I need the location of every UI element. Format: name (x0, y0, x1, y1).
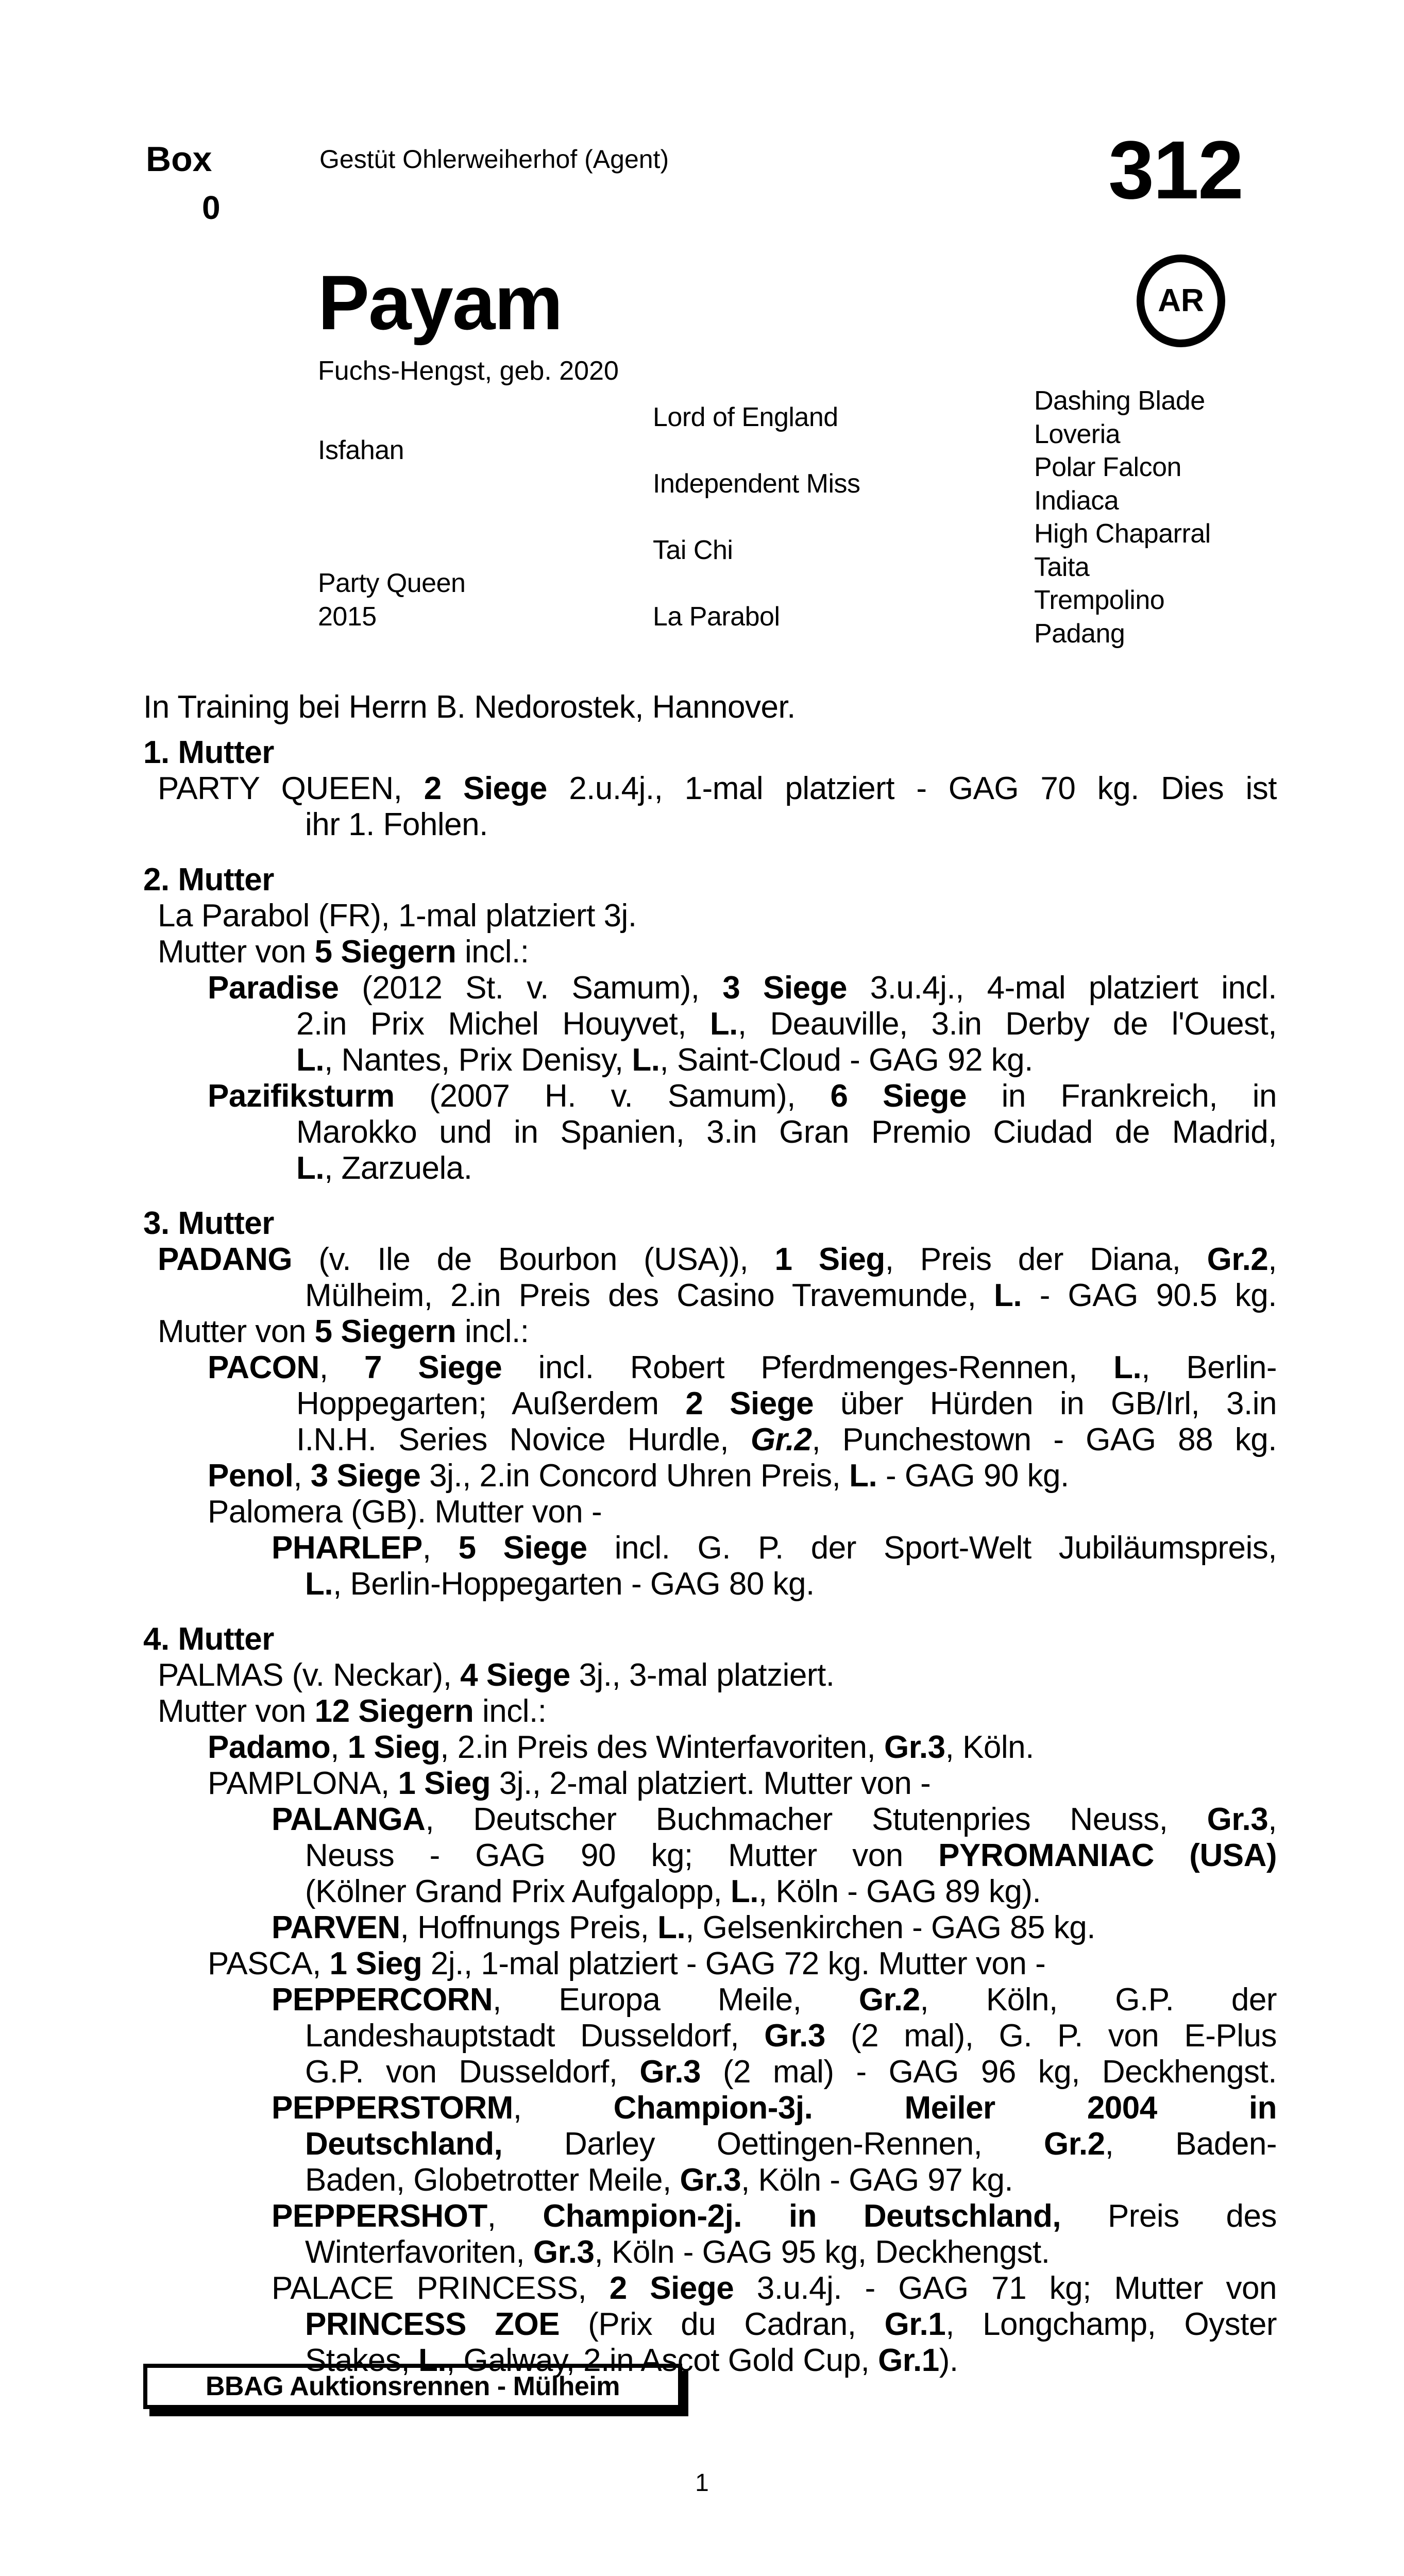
pedigree-name: Isfahan (318, 435, 404, 465)
pedigree-name: High Chaparral (1034, 519, 1211, 549)
catalog-line: Paradise (2012 St. v. Samum), 3 Siege 3.u.4j., 4-mal platziert incl. (208, 970, 1277, 1006)
auction-race-box (143, 2364, 682, 2409)
catalog-line: Deutschland, Darley Oettingen-Rennen, Gr.2, Baden- (305, 2126, 1277, 2162)
section-heading: 2. Mutter (143, 862, 274, 897)
catalog-line: Landeshauptstadt Dusseldorf, Gr.3 (2 mal), G. P. von E-Plus (305, 2018, 1277, 2054)
pedigree-name: Taita (1034, 552, 1090, 582)
catalog-line: PARVEN, Hoffnungs Preis, L., Gelsenkirchen - GAG 85 kg. (272, 1910, 1095, 1945)
catalog-line: PASCA, 1 Sieg 2j., 1-mal platziert - GAG 72 kg. Mutter von - (208, 1946, 1046, 1981)
catalog-line: PACON, 7 Siege incl. Robert Pferdmenges-Rennen, L., Berlin- (208, 1350, 1277, 1385)
catalog-line: PALMAS (v. Neckar), 4 Siege 3j., 3-mal platziert. (158, 1657, 835, 1693)
box-label: Box (146, 140, 212, 179)
catalog-line: Pazifiksturm (2007 H. v. Samum), 6 Siege in Frankreich, in (208, 1078, 1277, 1114)
catalog-line: PARTY QUEEN, 2 Siege 2.u.4j., 1-mal platziert - GAG 70 kg. Dies ist (158, 771, 1277, 806)
catalog-line: PALANGA, Deutscher Buchmacher Stutenpries Neuss, Gr.3, (272, 1802, 1277, 1837)
pedigree-name: Lord of England (653, 402, 838, 432)
catalog-line: PHARLEP, 5 Siege incl. G. P. der Sport-Welt Jubiläumspreis, (272, 1530, 1277, 1566)
consignor-name: Gestüt Ohlerweiherhof (Agent) (319, 145, 669, 174)
section-heading: 4. Mutter (143, 1621, 274, 1657)
catalog-line: Hoppegarten; Außerdem 2 Siege über Hürden in GB/Irl, 3.in (296, 1386, 1277, 1421)
box-number: 0 (202, 189, 221, 226)
catalog-line: (Kölner Grand Prix Aufgalopp, L., Köln - GAG 89 kg). (305, 1874, 1041, 1909)
catalog-line: Neuss - GAG 90 kg; Mutter von PYROMANIAC (USA) (305, 1838, 1277, 1873)
catalog-line: Padamo, 1 Sieg, 2.in Preis des Winterfavoriten, Gr.3, Köln. (208, 1730, 1034, 1765)
pedigree-name: Indiaca (1034, 486, 1119, 516)
pedigree-name: Party Queen (318, 568, 466, 598)
lot-number: 312 (1108, 124, 1243, 216)
catalog-line: La Parabol (FR), 1-mal platziert 3j. (158, 898, 637, 934)
page-number: 1 (695, 2469, 709, 2497)
section-heading: 1. Mutter (143, 735, 274, 770)
catalog-line: L., Berlin-Hoppegarten - GAG 80 kg. (305, 1566, 815, 1602)
catalog-line: PEPPERSTORM, Champion-3j. Meiler 2004 in (272, 2090, 1277, 2126)
catalog-line: Marokko und in Spanien, 3.in Gran Premio Ciudad de Madrid, (296, 1114, 1277, 1150)
catalog-line: ihr 1. Fohlen. (305, 807, 488, 842)
catalog-line: Penol, 3 Siege 3j., 2.in Concord Uhren Preis, L. - GAG 90 kg. (208, 1458, 1069, 1494)
catalog-line: Palomera (GB). Mutter von - (208, 1494, 602, 1530)
pedigree-name: Loveria (1034, 419, 1121, 449)
catalog-line: Stakes, L., Galway, 2.in Ascot Gold Cup, Gr.1). (305, 2343, 958, 2378)
ar-badge-text: AR (1158, 283, 1204, 318)
catalog-line: G.P. von Dusseldorf, Gr.3 (2 mal) - GAG 96 kg, Deckhengst. (305, 2054, 1277, 2090)
catalog-line: In Training bei Herrn B. Nedorostek, Hannover. (143, 689, 796, 725)
catalog-body (143, 689, 1277, 2379)
catalog-line: PRINCESS ZOE (Prix du Cadran, Gr.1, Longchamp, Oyster (305, 2307, 1277, 2342)
catalog-line: PEPPERCORN, Europa Meile, Gr.2, Köln, G.P. der (272, 1982, 1277, 2018)
pedigree-name: La Parabol (653, 602, 780, 632)
catalog-line: PALACE PRINCESS, 2 Siege 3.u.4j. - GAG 71 kg; Mutter von (272, 2270, 1277, 2306)
pedigree-name: 2015 (318, 602, 377, 632)
pedigree-name: Dashing Blade (1034, 386, 1205, 416)
catalog-line: L., Zarzuela. (296, 1150, 472, 1186)
pedigree-name: Independent Miss (653, 469, 860, 499)
catalog-line: PAMPLONA, 1 Sieg 3j., 2-mal platziert. Mutter von - (208, 1766, 931, 1801)
catalog-line: Mutter von 12 Siegern incl.: (158, 1693, 547, 1729)
catalog-line: Mülheim, 2.in Preis des Casino Travemunde, L. - GAG 90.5 kg. (305, 1278, 1277, 1313)
auction-race-label: BBAG Auktionsrennen - Mülheim (205, 2371, 620, 2401)
pedigree-name: Trempolino (1034, 585, 1165, 615)
pedigree-name: Polar Falcon (1034, 452, 1181, 482)
catalog-line: Baden, Globetrotter Meile, Gr.3, Köln - GAG 97 kg. (305, 2162, 1013, 2198)
catalog-line: I.N.H. Series Novice Hurdle, Gr.2, Punchestown - GAG 88 kg. (296, 1422, 1277, 1458)
catalog-line: Mutter von 5 Siegern incl.: (158, 934, 529, 970)
catalog-line: Winterfavoriten, Gr.3, Köln - GAG 95 kg, Deckhengst. (305, 2234, 1050, 2270)
catalog-line: 2.in Prix Michel Houyvet, L., Deauville, 3.in Derby de l'Ouest, (296, 1006, 1277, 1042)
pedigree-name: Padang (1034, 619, 1125, 649)
catalog-line: PADANG (v. Ile de Bourbon (USA)), 1 Sieg, Preis der Diana, Gr.2, (158, 1242, 1277, 1277)
catalog-line: PEPPERSHOT, Champion-2j. in Deutschland, Preis des (272, 2198, 1277, 2234)
horse-name: Payam (318, 259, 562, 346)
pedigree-name: Tai Chi (653, 535, 733, 565)
catalog-line: L., Nantes, Prix Denisy, L., Saint-Cloud - GAG 92 kg. (296, 1042, 1033, 1078)
ar-badge-icon (1137, 255, 1225, 347)
section-heading: 3. Mutter (143, 1206, 274, 1241)
horse-description: Fuchs-Hengst, geb. 2020 (318, 356, 619, 386)
catalog-line: Mutter von 5 Siegern incl.: (158, 1314, 529, 1349)
